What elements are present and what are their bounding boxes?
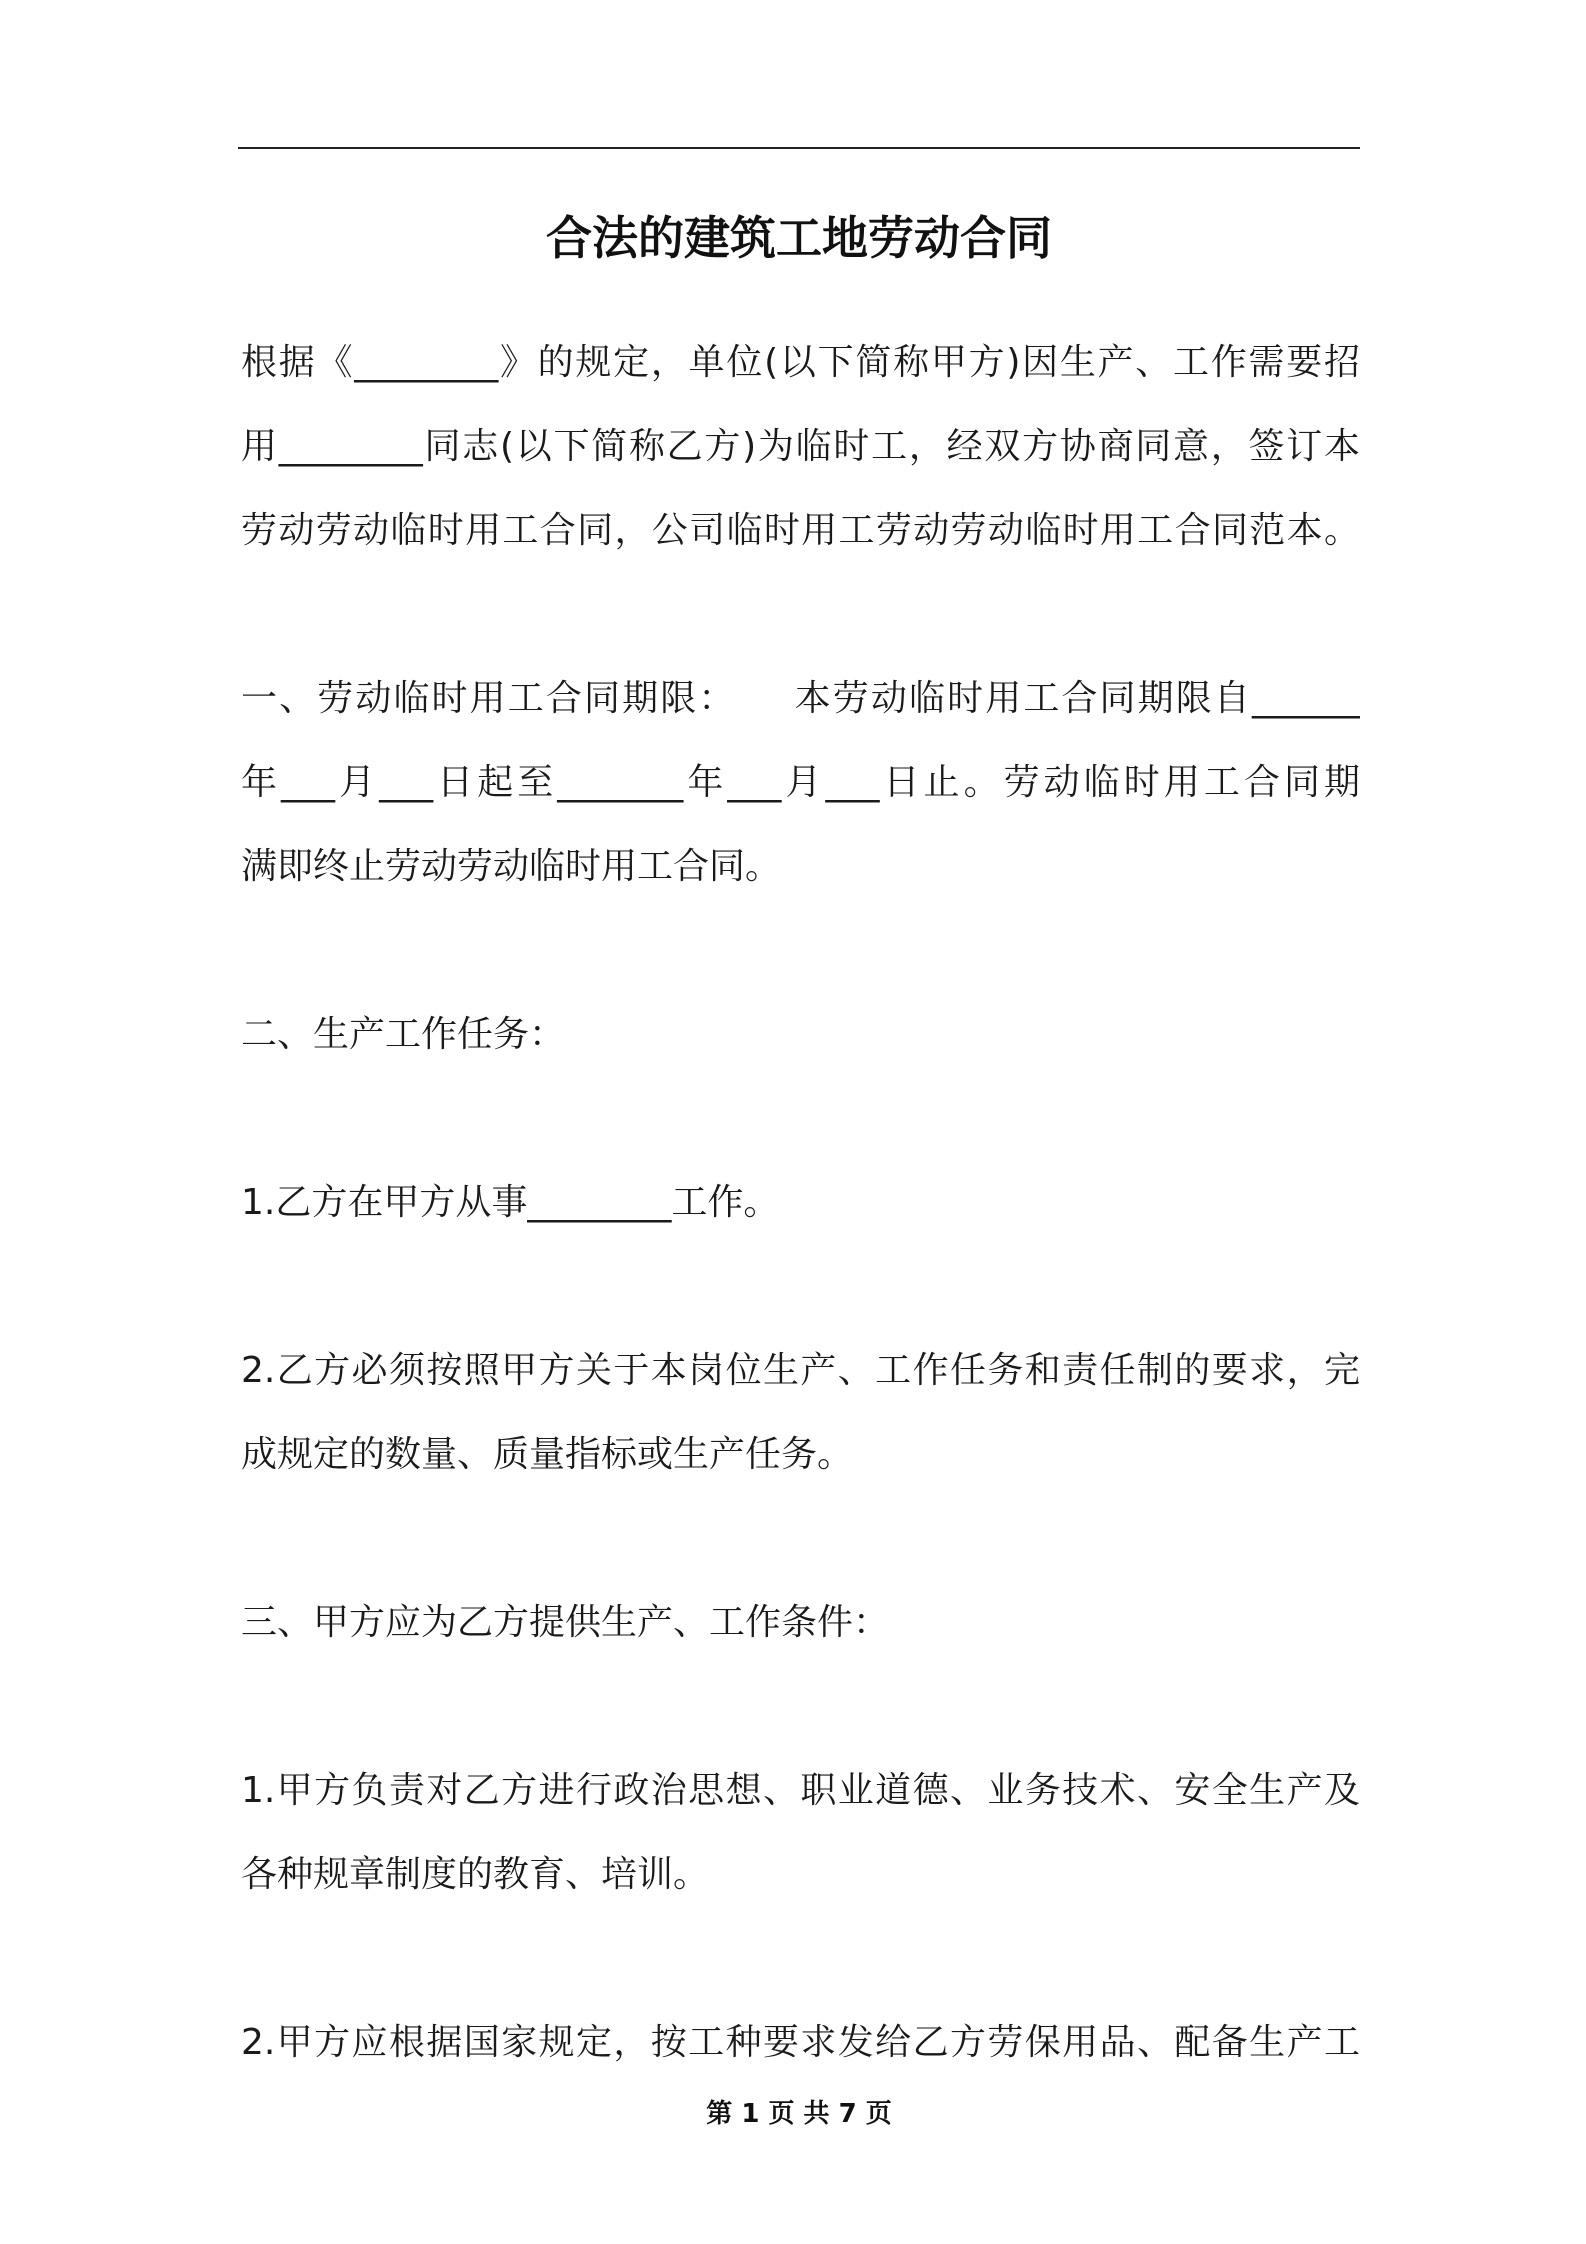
text-line: 2.甲方应根据国家规定，按工种要求发给乙方劳保用品、配备生产工 (241, 2022, 1360, 2063)
clause-3-2 (241, 2001, 1360, 2085)
page-number-footer: 第 1 页 共 7 页 (706, 2099, 892, 2129)
header-rule (238, 147, 1360, 149)
text-line: 根据《________》的规定，单位(以下简称甲方)因生产、工作需要招 (241, 342, 1360, 383)
clause-2-1 (241, 1161, 1360, 1245)
clause-2-2 (241, 1329, 1360, 1497)
section-two-heading (241, 993, 1360, 1077)
text-line: 成规定的数量、质量指标或生产任务。 (241, 1434, 854, 1475)
text-line: 2.乙方必须按照甲方关于本岗位生产、工作任务和责任制的要求，完 (241, 1350, 1360, 1391)
preamble-paragraph (241, 321, 1360, 573)
section-one-contract-term (241, 657, 1360, 909)
text-line: 1.甲方负责对乙方进行政治思想、职业道德、业务技术、安全生产及 (241, 1770, 1360, 1811)
text-line: 二、生产工作任务： (241, 1014, 566, 1055)
text-line: 各种规章制度的教育、培训。 (241, 1854, 710, 1895)
text-line: 劳动劳动临时用工合同，公司临时用工劳动劳动临时用工合同范本。 (241, 510, 1360, 551)
clause-3-1 (241, 1749, 1360, 1917)
section-three-heading (241, 1581, 1360, 1665)
text-line: 三、甲方应为乙方提供生产、工作条件： (241, 1602, 890, 1643)
document-title: 合法的建筑工地劳动合同 (546, 211, 1052, 265)
text-line: 用________同志(以下简称乙方)为临时工，经双方协商同意，签订本 (241, 426, 1360, 467)
text-line: 年___月___日起至_______年___月___日止。劳动临时用工合同期 (241, 762, 1360, 803)
text-line: 1.乙方在甲方从事________工作。 (241, 1182, 780, 1223)
text-line: 一、劳动临时用工合同期限： 本劳动临时用工合同期限自______ (241, 678, 1360, 719)
document-body (241, 321, 1360, 2169)
text-line: 满即终止劳动劳动临时用工合同。 (241, 846, 782, 887)
